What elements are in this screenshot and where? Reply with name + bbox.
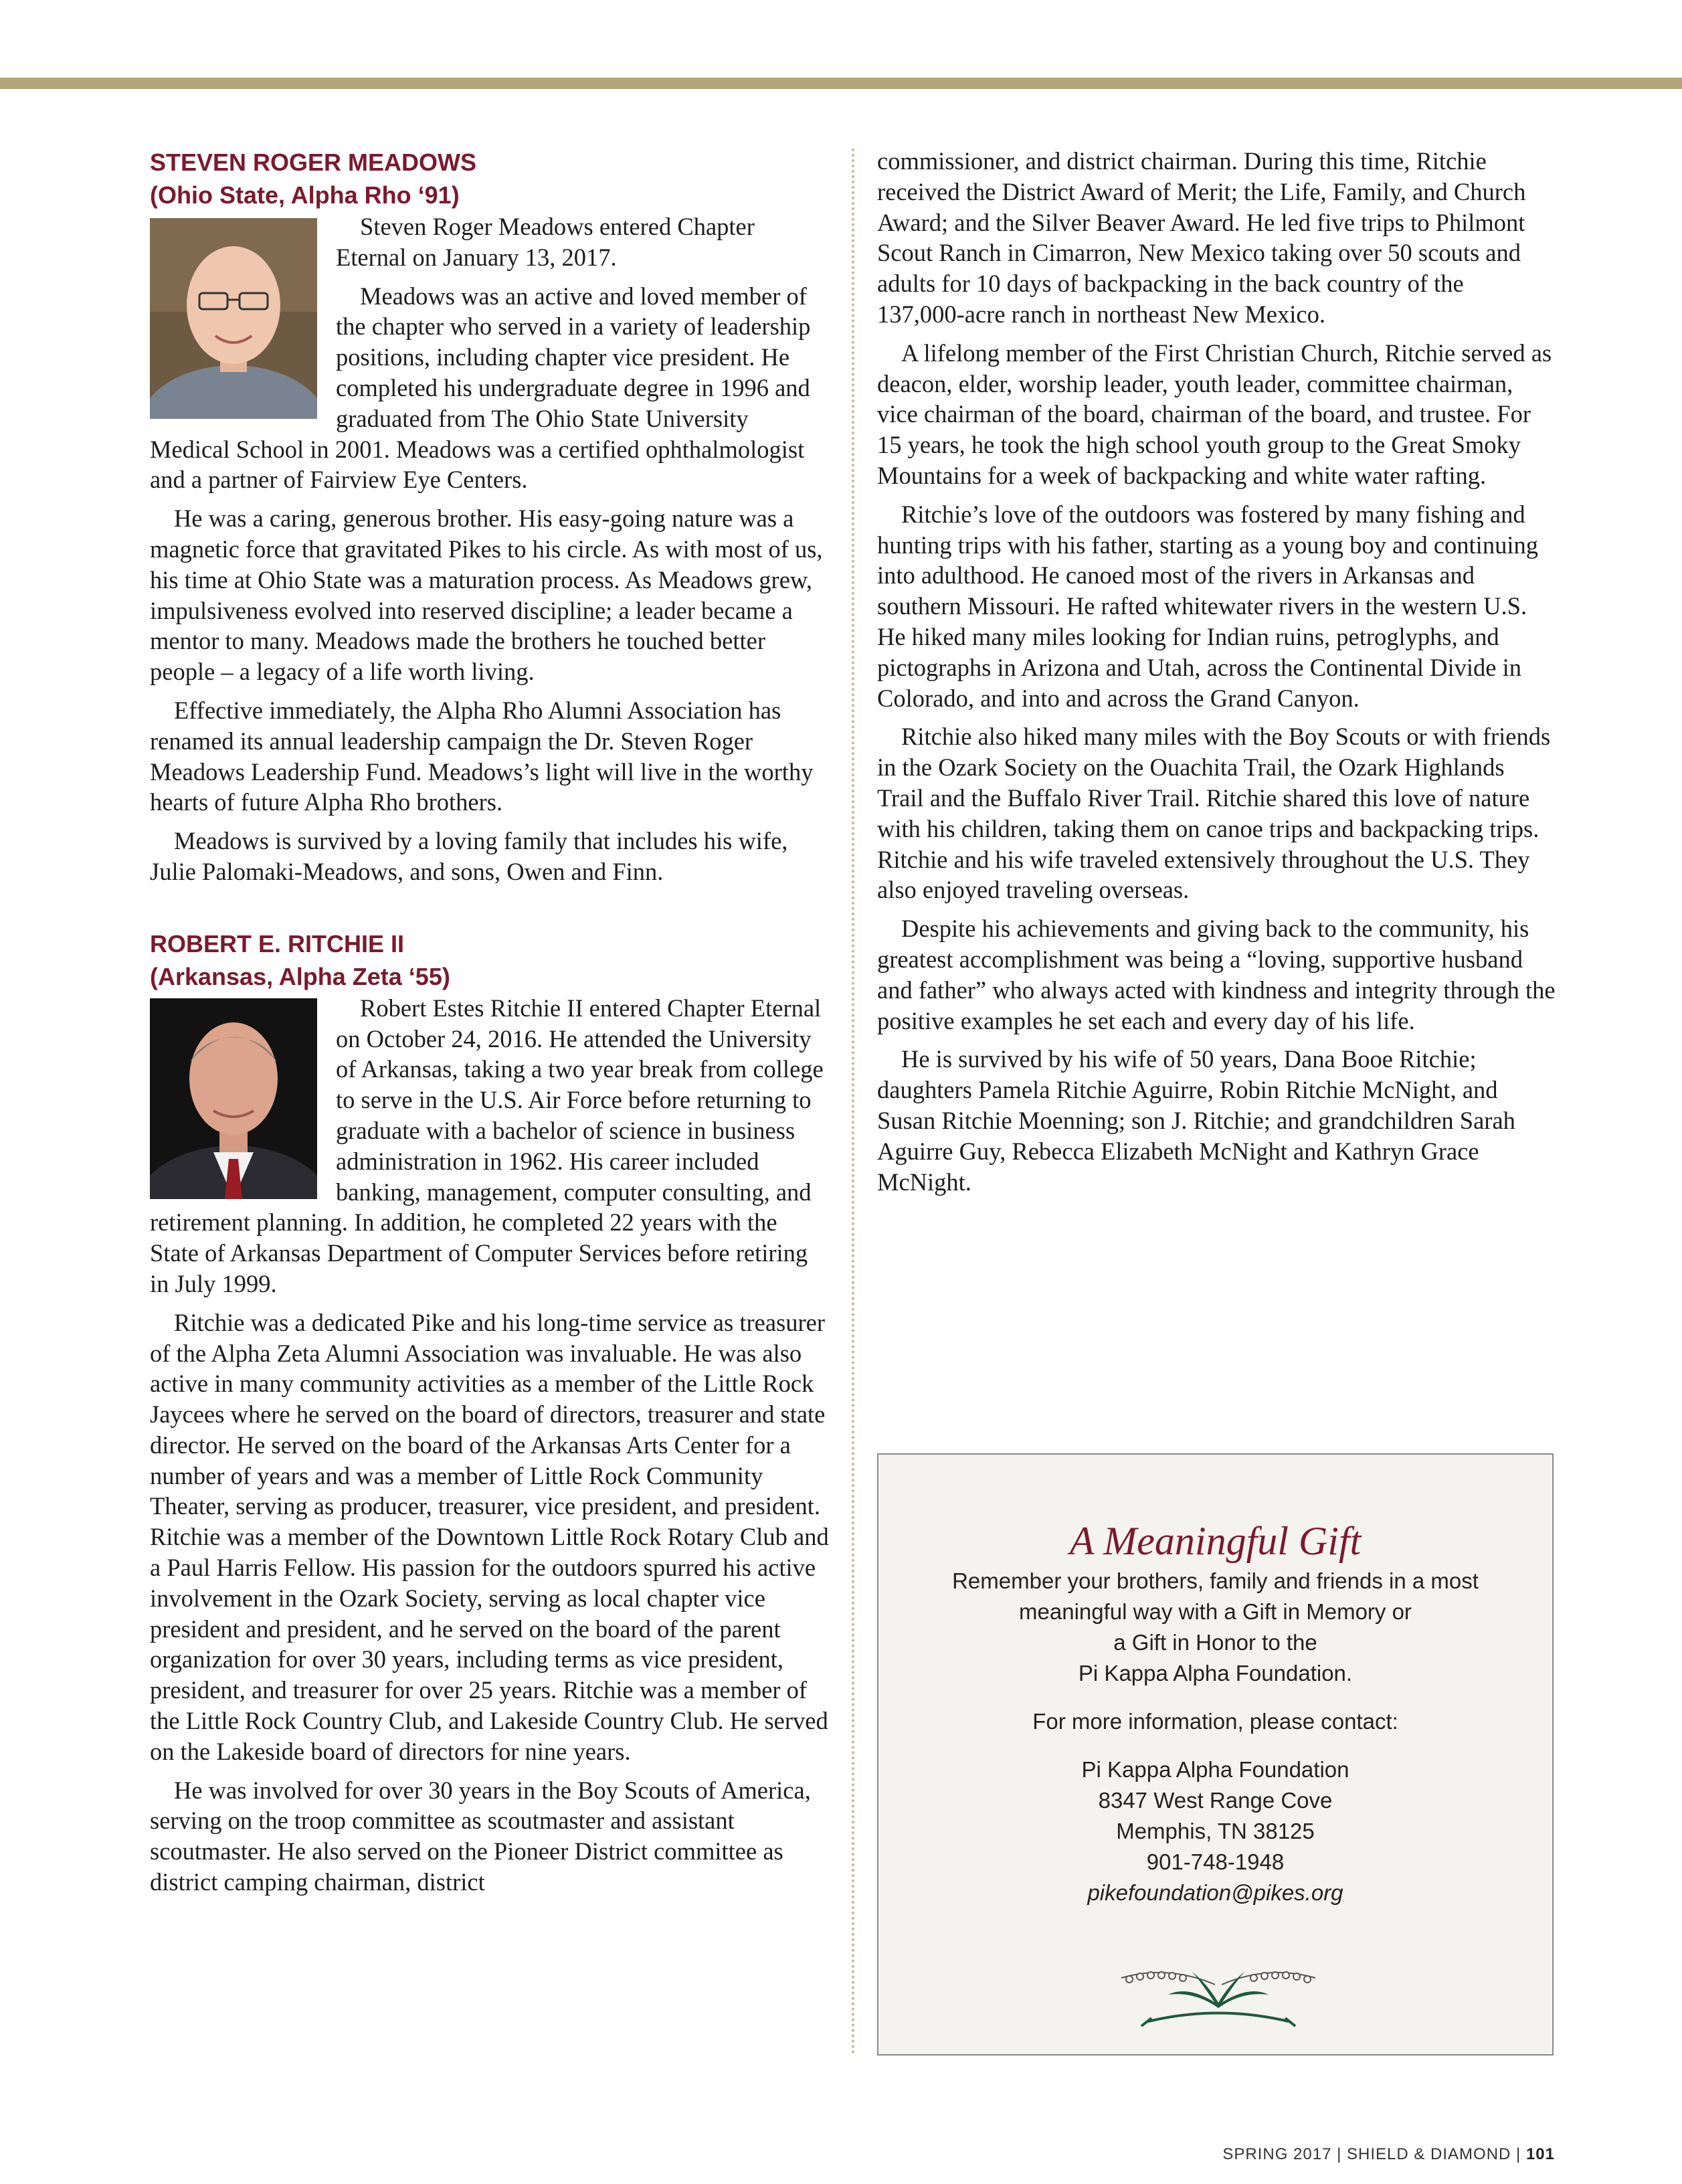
obituary-paragraph: Meadows is survived by a loving family that includes his wife, Julie Palomaki-Meadows, and sons, Owen and Finn. bbox=[150, 827, 788, 885]
gift-text-line: a Gift in Honor to the bbox=[1113, 1630, 1317, 1655]
obituary-name: ROBERT E. RITCHIE II bbox=[150, 929, 405, 958]
contact-intro: For more information, please contact: bbox=[1032, 1709, 1398, 1734]
obituary-paragraph: Effective immediately, the Alpha Rho Alumni Association has renamed its annual leadership campaign the Dr. Steven Roger Meadows Leadership Fund. Meadows’s light will live in the worthy hearts of future Alpha Rho brothers. bbox=[150, 696, 814, 816]
obituary-paragraph: A lifelong member of the First Christian Church, Ritchie served as deacon, elder, worship leader, youth leader, committee chairman, vice chairman of the board, chairman of the board, and trustee. For 15 years, he took the high school youth group to the Great Smoky Mountains for a week of backpacking and white water rafting. bbox=[877, 339, 1552, 489]
gift-title: A Meaningful Gift bbox=[1069, 1519, 1362, 1563]
lily-of-the-valley-emblem-icon bbox=[1115, 1958, 1322, 2031]
page-number: 101 bbox=[1525, 2145, 1555, 2163]
page-footer bbox=[1222, 2145, 1555, 2164]
obituary-paragraph: Robert Estes Ritchie II entered Chapter Eternal on October 24, 2016. He attended the University of Arkansas, taking a two year break from college to serve in the U.S. Air Force before returning to graduate with a bachelor of science in business administration in 1962. His career included banking, management, computer consulting, and retirement planning. In addition, he completed 22 years with the State of Arkansas Department of Computer Services before retiring in July 1999. bbox=[150, 994, 824, 1297]
portrait-photo bbox=[150, 218, 317, 419]
obituary-paragraph: Ritchie also hiked many miles with the Boy Scouts or with friends in the Ozark Society on the Ouachita Trail, the Ozark Highlands Trail and the Buffalo River Trail. Ritchie shared this love of nature with his children, taking them on canoe trips and backpacking trips. Ritchie and his wife traveled extensively throughout the U.S. They also enjoyed traveling overseas. bbox=[877, 723, 1551, 904]
contact-city: Memphis, TN 38125 bbox=[1116, 1819, 1315, 1843]
right-column bbox=[877, 146, 1556, 1205]
gift-text-line: Pi Kappa Alpha Foundation. bbox=[1078, 1661, 1353, 1686]
column-divider bbox=[852, 149, 854, 2056]
obituary-paragraph: Steven Roger Meadows entered Chapter Eternal on January 13, 2017. bbox=[336, 213, 755, 271]
obituary-paragraph: He was a caring, generous brother. His easy-going nature was a magnetic force that gravitated Pikes to his circle. As with most of us, his time at Ohio State was a maturation process. As Meadows grew, impulsiveness evolved into reserved discipline; a leader became a mentor to many. Meadows made the brothers he touched better people – a legacy of a life worth living. bbox=[150, 505, 823, 686]
gift-text-line: meaningful way with a Gift in Memory or bbox=[1019, 1599, 1412, 1624]
contact-street: 8347 West Range Cove bbox=[1098, 1788, 1333, 1813]
portrait-photo bbox=[150, 998, 317, 1199]
footer-issue: SPRING 2017 | SHIELD & DIAMOND | bbox=[1222, 2145, 1521, 2163]
obituary-paragraph: Ritchie’s love of the outdoors was fostered by many fishing and hunting trips with his father, starting as a young boy and continuing into adulthood. He canoed most of the rivers in Arkansas and southern Missouri. He rafted whitewater rivers in the western U.S. He hiked many miles looking for Indian ruins, petroglyphs, and pictographs in Arizona and Utah, across the Continental Divide in Colorado, and into and across the Grand Canyon. bbox=[877, 500, 1538, 712]
contact-phone: 901-748-1948 bbox=[1146, 1849, 1285, 1874]
contact-org: Pi Kappa Alpha Foundation bbox=[1081, 1757, 1349, 1782]
gift-text-line: Remember your brothers, family and friends in a most bbox=[952, 1568, 1479, 1593]
obituary-paragraph: He is survived by his wife of 50 years, Dana Booe Ritchie; daughters Pamela Ritchie Aguirre, Robin Ritchie McNight, and Susan Ritchie Moenning; son J. Ritchie; and grandchildren Sarah Aguirre Guy, Rebecca Elizabeth McNight and Kathryn Grace McNight. bbox=[877, 1045, 1515, 1196]
obituary-paragraph: Despite his achievements and giving back to the community, his greatest accomplishment was being a “loving, supportive husband and father” who always acted with kindness and integrity through the positive examples he set each and every day of his life. bbox=[877, 915, 1556, 1034]
contact-email-link[interactable]: pikefoundation@pikes.org bbox=[1087, 1880, 1343, 1905]
meaningful-gift-box bbox=[877, 1453, 1554, 2056]
top-accent-rule bbox=[0, 78, 1682, 89]
obituary-paragraph: Meadows was an active and loved member of the chapter who served in a variety of leadership positions, including chapter vice president. He completed his undergraduate degree in 1996 and graduated from The Ohio State University Medical School in 2001. Meadows was a certified ophthalmologist and a partner of Fairview Eye Centers. bbox=[150, 282, 811, 494]
obituary-paragraph: commissioner, and district chairman. During this time, Ritchie received the District Award of Merit; the Life, Family, and Church Award; and the Silver Beaver Award. He led five trips to Philmont Scout Ranch in Cimarron, New Mexico taking over 50 scouts and adults for 10 days of backpacking in the back country of the 137,000-acre ranch in northeast New Mexico. bbox=[877, 147, 1526, 328]
obituary-paragraph: He was involved for over 30 years in the Boy Scouts of America, serving on the troop committee as scoutmaster and assistant scoutmaster. He also served on the Pioneer District committee as district camping chairman, district bbox=[150, 1776, 811, 1896]
obituary-chapter: (Ohio State, Alpha Rho ‘91) bbox=[150, 181, 460, 209]
left-column bbox=[150, 146, 829, 1906]
obituary-name: STEVEN ROGER MEADOWS bbox=[150, 149, 477, 176]
obituary-paragraph: Ritchie was a dedicated Pike and his long-time service as treasurer of the Alpha Zeta Alumni Association was invaluable. He was also active in many community activities as a member of the Little Rock Jaycees where he served on the board of directors, treasurer and state director. He served on the board of the Arkansas Arts Center for a number of years and was a member of Little Rock Community Theater, serving as producer, treasurer, vice president, and president. Ritchie was a member of the Downtown Little Rock Rotary Club and a Paul Harris Fellow. His passion for the outdoors spurred his active involvement in the Ozark Society, serving as local chapter vice president and president, and he served on the board of the parent organization for over 30 years, including terms as vice president, president, and treasurer for over 25 years. Ritchie was a member of the Little Rock Country Club, and Lakeside Country Club. He served on the Lakeside board of directors for nine years. bbox=[150, 1308, 829, 1765]
obituary-chapter: (Arkansas, Alpha Zeta ‘55) bbox=[150, 962, 450, 990]
